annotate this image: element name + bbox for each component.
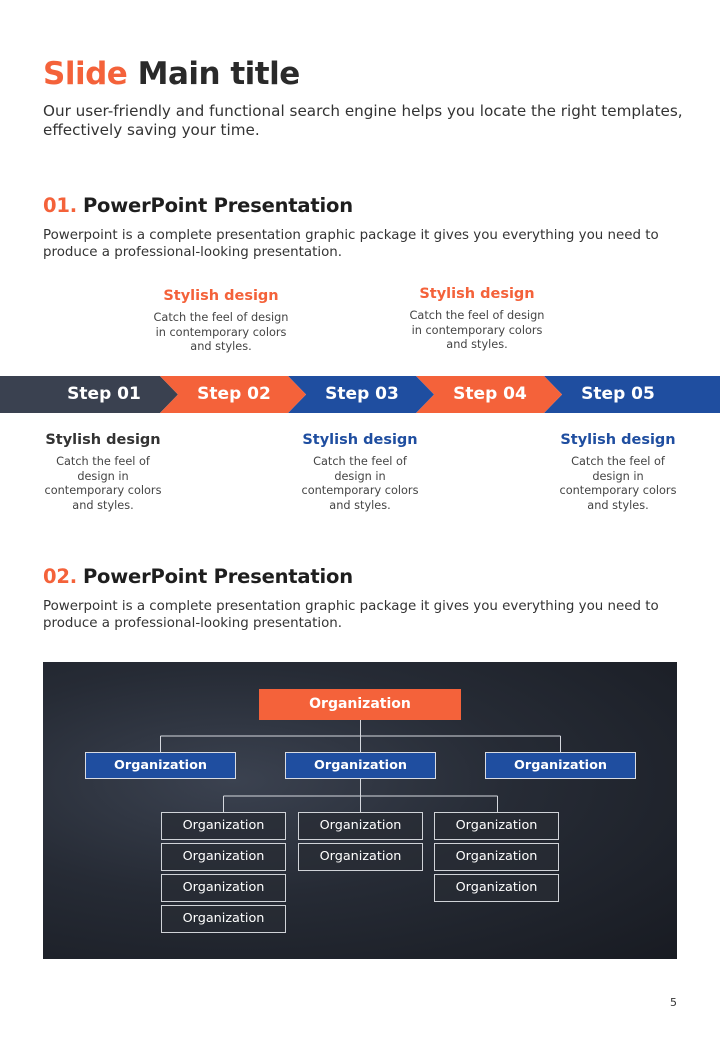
top-caption-2-title: Stylish design (419, 286, 535, 302)
bottom-caption-1 (28, 432, 178, 513)
section-2-heading: PowerPoint Presentation (82, 565, 353, 588)
org-leaf-col1-1: Organization (161, 812, 286, 840)
bottom-caption-1-title: Stylish design (45, 432, 161, 448)
step-01-label: Step 01 (67, 384, 141, 404)
step-05-label: Step 05 (581, 384, 655, 404)
org-middle-box-1: Organization (85, 752, 236, 779)
title-rest: Main title (137, 56, 300, 92)
org-leaf-col1-4: Organization (161, 905, 286, 933)
section-2-title (43, 565, 353, 588)
section-2-description: Powerpoint is a complete presentation graphic package it gives you everything you need to produce a professional-looking presentation. (43, 599, 659, 631)
section-1-title (43, 194, 353, 217)
bottom-caption-3-title: Stylish design (560, 432, 676, 448)
bottom-caption-2-text: Catch the feel of design in contemporary colors and styles. (301, 455, 419, 512)
section-2-number: 02. (43, 565, 77, 588)
page-number: 5 (670, 996, 677, 1009)
intro-text: Our user-friendly and functional search engine helps you locate the right templates, effectively saving your time. (43, 102, 683, 139)
org-leaf-col1-3: Organization (161, 874, 286, 902)
org-leaf-col3-3: Organization (434, 874, 559, 902)
org-leaf-col3-2: Organization (434, 843, 559, 871)
title-accent: Slide (43, 56, 128, 92)
top-caption-1 (146, 288, 296, 355)
section-1-number: 01. (43, 194, 77, 217)
top-caption-2-text: Catch the feel of design in contemporary colors and styles. (409, 309, 545, 351)
bottom-caption-3-text: Catch the feel of design in contemporary colors and styles. (559, 455, 677, 512)
org-leaf-col2-1: Organization (298, 812, 423, 840)
bottom-caption-3 (543, 432, 693, 513)
org-leaf-col3-1: Organization (434, 812, 559, 840)
step-bar (0, 376, 720, 413)
section-1-heading: PowerPoint Presentation (82, 194, 353, 217)
section-1-description: Powerpoint is a complete presentation graphic package it gives you everything you need to produce a professional-looking presentation. (43, 228, 659, 260)
top-caption-1-title: Stylish design (163, 288, 279, 304)
bottom-caption-2-title: Stylish design (302, 432, 418, 448)
bottom-caption-2 (285, 432, 435, 513)
org-leaf-col1-2: Organization (161, 843, 286, 871)
step-03-label: Step 03 (325, 384, 399, 404)
step-04-label: Step 04 (453, 384, 527, 404)
page-title (43, 56, 300, 92)
top-caption-2 (402, 286, 552, 353)
org-middle-box-2: Organization (285, 752, 436, 779)
step-02-label: Step 02 (197, 384, 271, 404)
org-middle-box-3: Organization (485, 752, 636, 779)
top-caption-1-text: Catch the feel of design in contemporary colors and styles. (153, 311, 289, 353)
org-root-box: Organization (259, 689, 461, 720)
org-chart (43, 662, 677, 959)
org-leaf-col2-2: Organization (298, 843, 423, 871)
bottom-caption-1-text: Catch the feel of design in contemporary colors and styles. (44, 455, 162, 512)
